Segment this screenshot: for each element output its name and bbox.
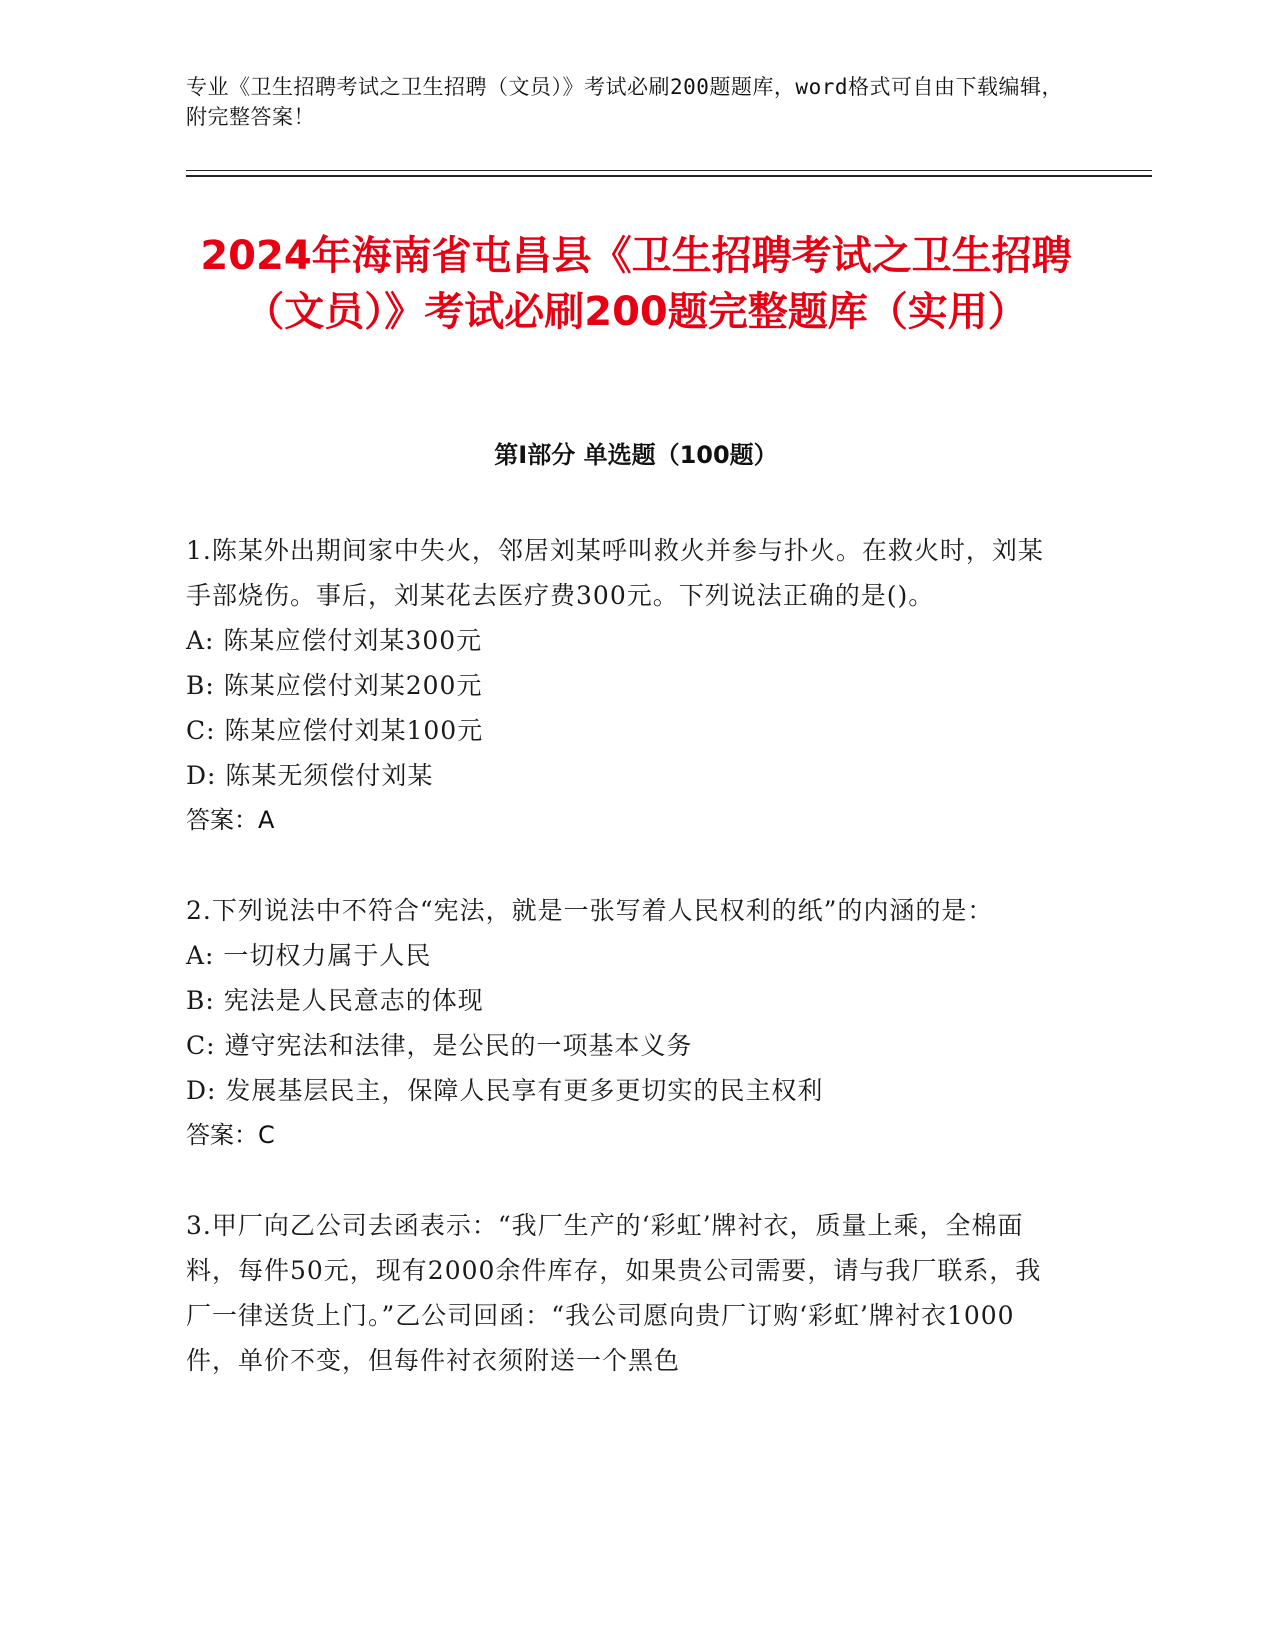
question-text: 2.下列说法中不符合“宪法，就是一张写着人民权利的纸”的内涵的是： (186, 896, 994, 925)
answer-line: 答案：A (186, 806, 275, 834)
header-divider-thin (186, 170, 1152, 171)
header-divider-thick (186, 175, 1152, 177)
question-text: 1.陈某外出期间家中失火，邻居刘某呼叫救火并参与扑火。在救火时，刘某手部烧伤。事后，刘某花去医疗费300元。下列说法正确的是()。 (186, 536, 1044, 610)
option-c: C: 陈某应偿付刘某100元 (186, 716, 484, 745)
option-d: D: 发展基层民主，保障人民享有更多更切实的民主权利 (186, 1076, 824, 1105)
option-b: B: 陈某应偿付刘某200元 (186, 671, 483, 700)
document-title: 2024年海南省屯昌县《卫生招聘考试之卫生招聘（文员）》考试必刷200题完整题库（实用） (200, 233, 1072, 335)
question-3 (186, 1203, 1066, 1383)
option-a: A: 一切权力属于人民 (186, 941, 432, 970)
option-d: D: 陈某无须偿付刘某 (186, 761, 434, 790)
section-heading: 第I部分 单选题（100题） (494, 441, 778, 469)
answer-line: 答案：C (186, 1121, 275, 1149)
question-2 (186, 888, 1066, 1158)
question-list (186, 528, 1066, 1383)
option-a: A: 陈某应偿付刘某300元 (186, 626, 483, 655)
option-c: C: 遵守宪法和法律，是公民的一项基本义务 (186, 1031, 693, 1060)
header-note: 专业《卫生招聘考试之卫生招聘（文员）》考试必刷200题题库，word格式可自由下载编辑，附完整答案！ (186, 75, 1063, 129)
question-text: 3.甲厂向乙公司去函表示：“我厂生产的‘彩虹’牌衬衣，质量上乘，全棉面料，每件50元，现有2000余件库存，如果贵公司需要，请与我厂联系，我厂一律送货上门。”乙公司回函：“我公司愿向贵厂订购‘彩虹’牌衬衣1000件，单价不变，但每件衬衣须附送一个黑色 (186, 1211, 1042, 1375)
option-b: B: 宪法是人民意志的体现 (186, 986, 484, 1015)
question-1 (186, 528, 1066, 843)
